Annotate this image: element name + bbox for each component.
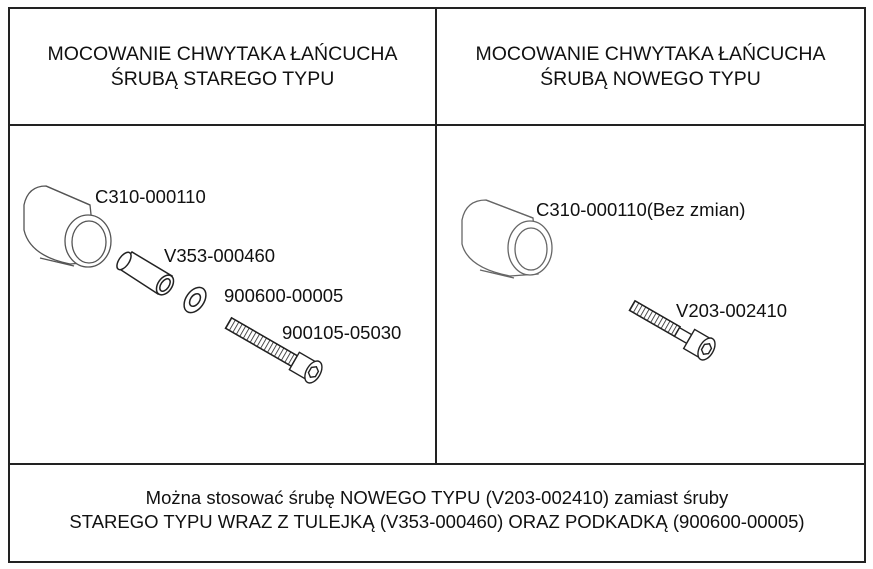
old-header-line2: ŚRUBĄ STAREGO TYPU: [110, 68, 335, 90]
old-bolt-label: 900105-05030: [282, 322, 402, 343]
replacement-note: [10, 486, 864, 534]
new-header-line1: MOCOWANIE CHWYTAKA ŁAŃCUCHA: [475, 43, 826, 65]
new-sleeve-part-number: C310-000110: [536, 199, 647, 220]
old-header-line1: MOCOWANIE CHWYTAKA ŁAŃCUCHA: [47, 43, 398, 65]
new-sleeve-label: [536, 199, 745, 221]
new-header-line2: ŚRUBĄ NOWEGO TYPU: [540, 68, 761, 90]
replacement-note-line2: STAREGO TYPU WRAZ Z TULEJKĄ (V353-000460) ORAZ PODKADKĄ (900600-00005): [69, 511, 805, 532]
new-bolt-label: V203-002410: [676, 300, 788, 321]
old-bushing-label: V353-000460: [164, 245, 276, 266]
old-washer-label: 900600-00005: [224, 285, 344, 306]
old-washer-drawing: [180, 283, 211, 316]
new-sleeve-note: (Bez zmian): [646, 199, 746, 220]
old-sleeve-label: C310-000110: [95, 186, 206, 207]
replacement-note-line1: Można stosować śrubę NOWEGO TYPU (V203-002410) zamiast śruby: [145, 487, 729, 508]
